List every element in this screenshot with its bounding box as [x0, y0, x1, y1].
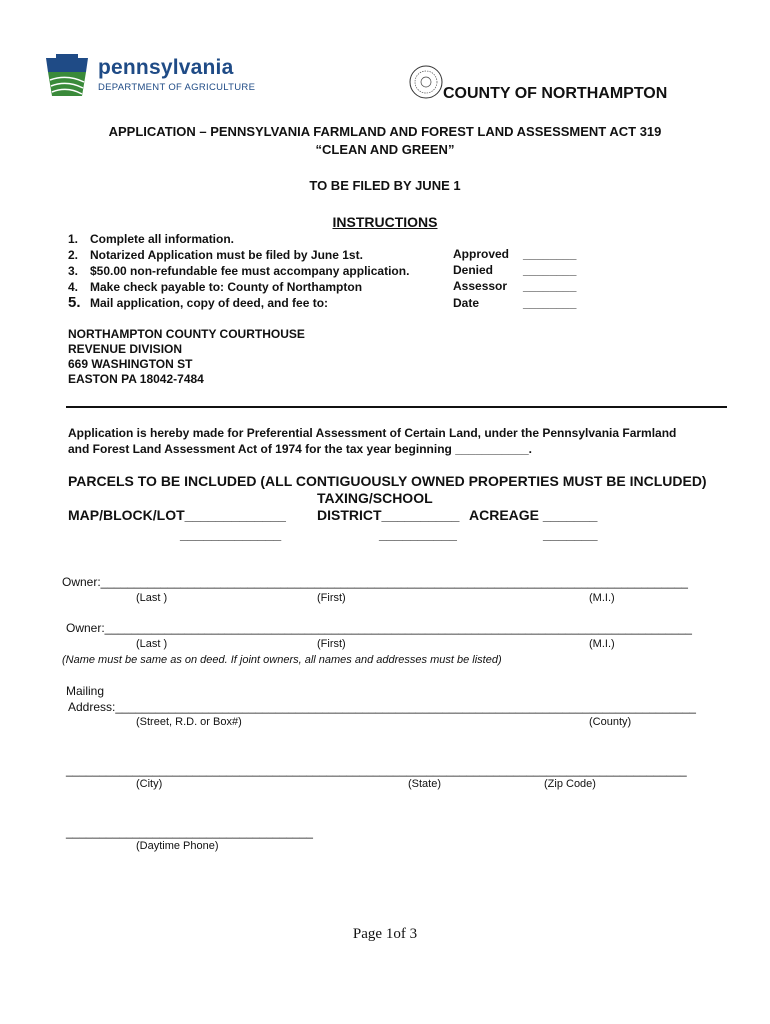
daytime-phone-caption: (Daytime Phone)	[136, 840, 219, 852]
logo-subtitle: DEPARTMENT OF AGRICULTURE	[98, 82, 256, 93]
statement-line: Application is hereby made for Preferential Assessment of Certain Land, under the Pennsylvania Farmland	[68, 426, 677, 440]
address-line: NORTHAMPTON COUNTY COURTHOUSE	[68, 327, 305, 341]
office-label: Assessor	[453, 279, 508, 293]
county-seal-icon	[408, 64, 444, 100]
instruction-number: 2.	[68, 248, 79, 262]
state-caption: (State)	[408, 778, 442, 790]
instruction-item	[68, 247, 448, 263]
taxing-school-label: TAXING/SCHOOL	[317, 490, 433, 506]
mailing-label: Mailing	[66, 684, 105, 698]
owner-1-mi-caption: (M.I.)	[589, 592, 615, 604]
acreage-field[interactable]: ACREAGE _______	[469, 507, 598, 523]
instruction-item	[68, 279, 448, 295]
map-block-lot-field[interactable]: MAP/BLOCK/LOT_____________	[68, 507, 286, 523]
filed-by-notice: TO BE FILED BY JUNE 1	[309, 178, 461, 193]
address-line: EASTON PA 18042-7484	[68, 372, 204, 386]
office-blank[interactable]: ________	[523, 263, 577, 277]
mailing-address-field[interactable]: Address:_______________________________________________________________________________________	[68, 700, 696, 714]
instructions-heading-text: INSTRUCTIONS	[332, 214, 438, 230]
office-denied-row	[453, 263, 593, 279]
daytime-phone-field[interactable]: _____________________________________	[66, 825, 313, 839]
office-label: Approved	[453, 247, 510, 261]
street-caption: (Street, R.D. or Box#)	[136, 716, 242, 728]
zip-caption: (Zip Code)	[544, 778, 596, 790]
district-field-2[interactable]: __________	[379, 526, 457, 542]
instruction-item	[68, 263, 448, 279]
owner-deed-note: (Name must be same as on deed. If joint owners, all names and addresses must be listed)	[62, 654, 502, 666]
district-field[interactable]: DISTRICT__________	[317, 507, 460, 523]
office-use-box	[453, 247, 593, 311]
instruction-text: Mail application, copy of deed, and fee to:	[90, 296, 329, 310]
map-block-lot-field-2[interactable]: _____________	[180, 526, 282, 542]
owner-1-field[interactable]: Owner:________________________________________________________________________________________	[62, 575, 688, 589]
instruction-text: $50.00 non-refundable fee must accompany application.	[90, 264, 410, 278]
office-label: Date	[453, 296, 480, 310]
clean-and-green-title: “CLEAN AND GREEN”	[315, 142, 455, 157]
office-blank[interactable]: ________	[523, 247, 577, 261]
owner-2-mi-caption: (M.I.)	[589, 638, 615, 650]
county-name: COUNTY OF NORTHAMPTON	[443, 85, 668, 102]
acreage-field-2[interactable]: _______	[543, 526, 598, 542]
courthouse-address	[68, 327, 305, 387]
owner-2-field[interactable]: Owner:________________________________________________________________________________________	[66, 621, 692, 635]
keystone-farm-icon	[42, 52, 92, 98]
application-statement	[68, 425, 676, 457]
instructions-list	[68, 231, 448, 311]
owner-1-first-caption: (First)	[317, 592, 346, 604]
logo-title: pennsylvania	[98, 56, 234, 79]
instruction-text: Notarized Application must be filed by June 1st.	[90, 248, 363, 262]
section-divider	[66, 406, 727, 408]
office-date-row	[453, 296, 593, 312]
owner-2-last-caption: (Last )	[136, 638, 168, 650]
page-number: Page 1of 3	[352, 926, 418, 942]
city-state-zip-field[interactable]: _____________________________________________________________________________________________	[66, 763, 687, 777]
office-approved-row	[453, 247, 593, 263]
application-title: APPLICATION – PENNSYLVANIA FARMLAND AND FOREST LAND ASSESSMENT ACT 319	[108, 124, 662, 139]
address-line: 669 WASHINGTON ST	[68, 357, 193, 371]
owner-1-last-caption: (Last )	[136, 592, 168, 604]
instruction-number: 1.	[68, 232, 79, 246]
address-line: REVENUE DIVISION	[68, 342, 183, 356]
instructions-heading	[0, 214, 770, 230]
office-blank[interactable]: ________	[523, 279, 577, 293]
office-assessor-row	[453, 279, 593, 295]
instruction-number: 5.	[68, 294, 81, 311]
owner-2-first-caption: (First)	[317, 638, 346, 650]
instruction-text: Make check payable to: County of Northampton	[90, 280, 363, 294]
office-label: Denied	[453, 263, 494, 277]
instruction-text: Complete all information.	[90, 232, 235, 246]
instruction-number: 4.	[68, 280, 79, 294]
county-caption: (County)	[589, 716, 632, 728]
pa-agriculture-logo	[42, 52, 272, 102]
instruction-number: 3.	[68, 264, 79, 278]
parcels-heading: PARCELS TO BE INCLUDED (ALL CONTIGUOUSLY OWNED PROPERTIES MUST BE INCLUDED)	[68, 473, 707, 489]
instruction-item	[68, 295, 448, 311]
instruction-item	[68, 231, 448, 247]
city-caption: (City)	[136, 778, 163, 790]
statement-line[interactable]: and Forest Land Assessment Act of 1974 for the tax year beginning ___________.	[68, 442, 532, 456]
office-blank[interactable]: ________	[523, 296, 577, 310]
